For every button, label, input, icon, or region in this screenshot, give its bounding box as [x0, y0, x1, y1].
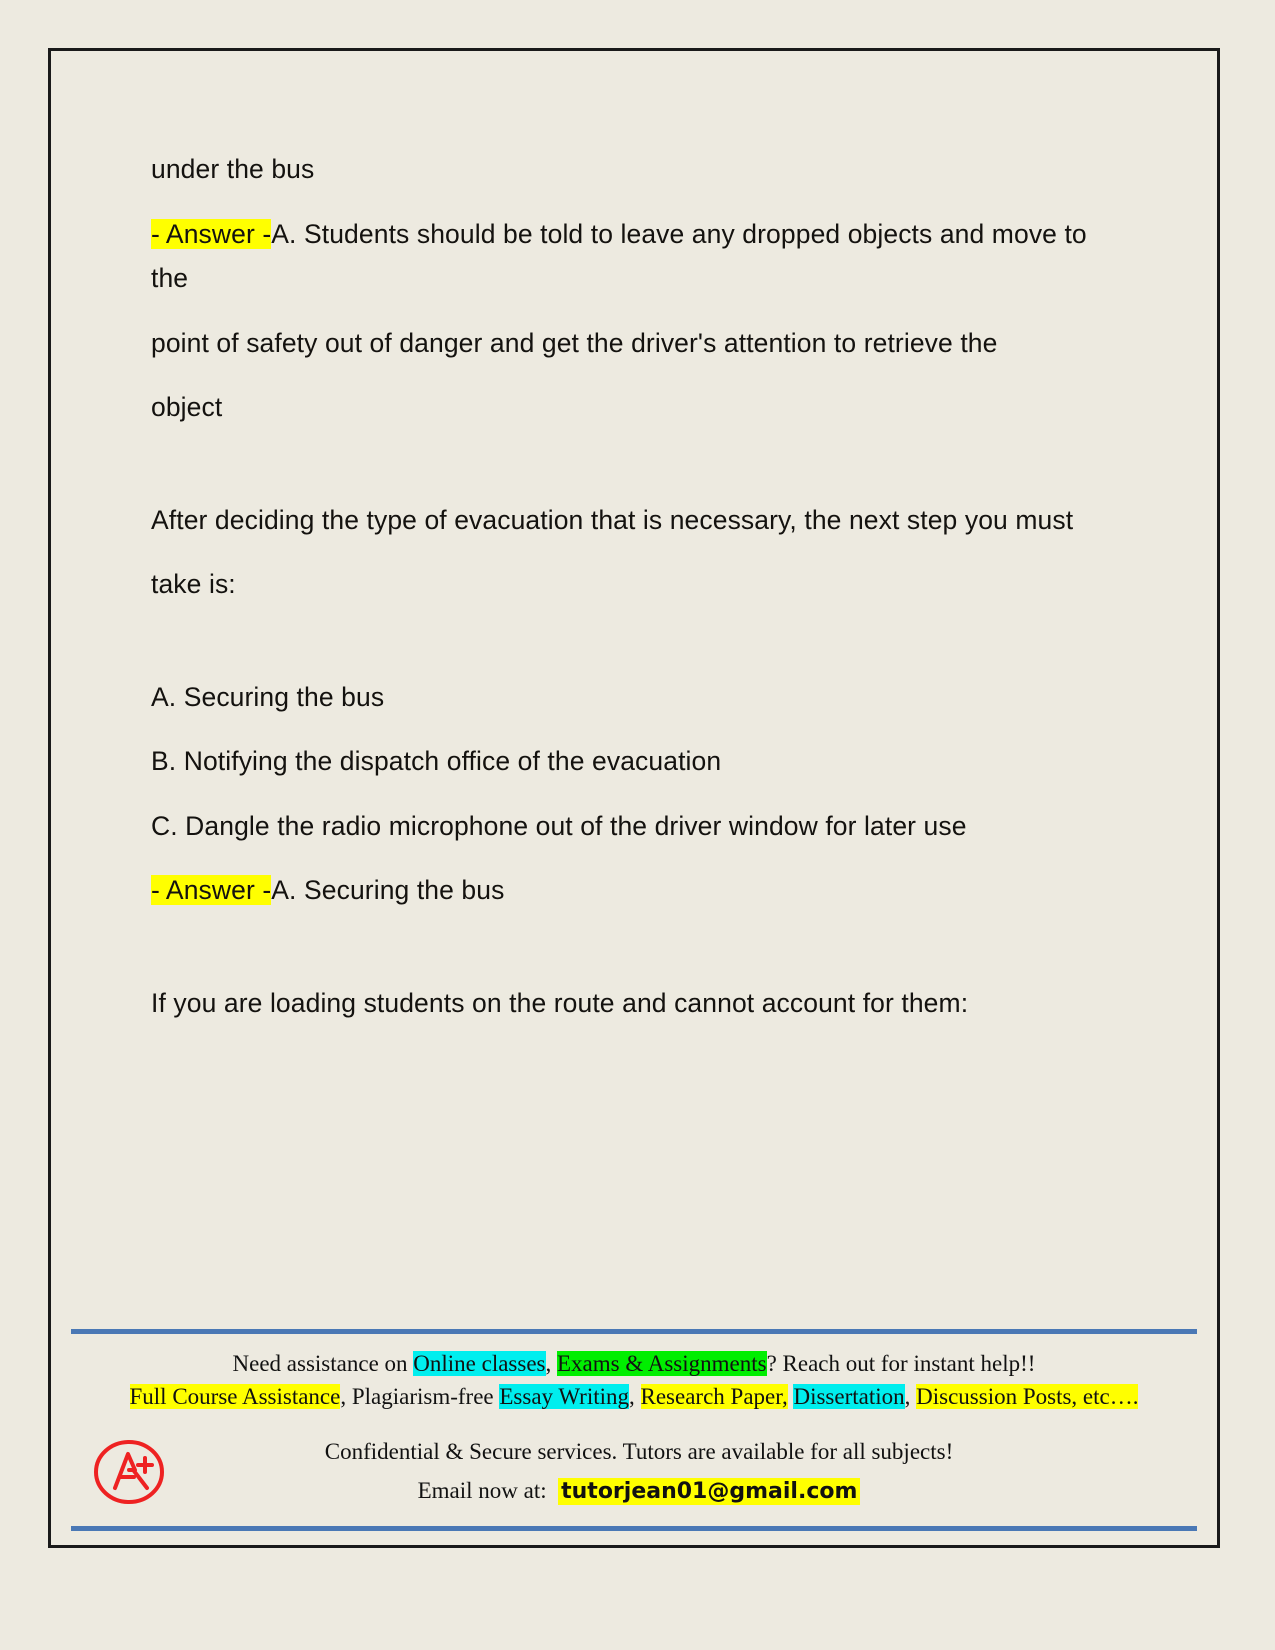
body-text: under the bus	[151, 154, 315, 184]
footer-email-address[interactable]: tutorjean01@gmail.com	[558, 1478, 860, 1505]
a-plus-grade-icon	[69, 1430, 189, 1514]
body-line	[151, 981, 1117, 1026]
footer-highlight-essay: Essay Writing	[499, 1383, 629, 1409]
body-line	[151, 321, 1117, 366]
body-text: After deciding the type of evacuation that is necessary, the next step you must	[151, 504, 1074, 535]
footer-highlight-online-classes: Online classes	[413, 1350, 546, 1376]
footer-text: ,	[904, 1383, 917, 1409]
footer-text: ,	[629, 1383, 641, 1409]
footer-text: ,	[545, 1350, 557, 1376]
footer-offerings-line	[69, 1381, 1199, 1412]
body-line	[151, 498, 1117, 543]
body-line	[151, 147, 1117, 192]
body-text: take is:	[151, 569, 236, 600]
paragraph-spacer	[151, 450, 1117, 498]
paragraph-spacer	[151, 627, 1117, 675]
body-line-answer	[151, 868, 1117, 913]
footer-divider-top	[71, 1329, 1197, 1334]
body-line-answer	[151, 212, 1117, 301]
body-text: A. Students should be told to leave any dropped objects and move to the	[151, 218, 1087, 294]
answer-tag: - Answer -	[151, 875, 272, 906]
footer-text: , Plagiarism-free	[340, 1383, 500, 1409]
footer-highlight-dissertation: Dissertation	[793, 1383, 905, 1409]
footer-text: ? Reach out for instant help!!	[766, 1350, 1036, 1376]
body-text: point of safety out of danger and get the driver's attention to retrieve the	[151, 327, 998, 358]
footer-contact-text	[189, 1435, 1199, 1508]
paragraph-spacer	[151, 933, 1117, 981]
footer-email-line	[189, 1473, 1089, 1509]
footer-confidential-note: Confidential & Secure services. Tutors are available for all subjects!	[324, 1439, 954, 1465]
footer-services-line	[69, 1348, 1199, 1379]
choice-option-a	[151, 675, 1117, 720]
choice-option-b	[151, 739, 1117, 784]
footer-text: Need assistance on	[232, 1350, 414, 1376]
page-footer	[51, 1329, 1217, 1545]
body-text: A. Securing the bus	[151, 681, 385, 712]
body-text: C. Dangle the radio microphone out of the driver window for later use	[151, 810, 967, 841]
footer-highlight-discussion: Discussion Posts, etc….	[916, 1383, 1139, 1409]
footer-divider-bottom	[71, 1526, 1197, 1531]
footer-email-label: Email now at:	[417, 1477, 547, 1503]
document-page	[48, 48, 1220, 1548]
footer-highlight-exams: Exams & Assignments	[557, 1350, 767, 1376]
footer-highlight-full-course: Full Course Assistance	[129, 1383, 341, 1409]
footer-contact-row	[69, 1430, 1199, 1514]
body-text: object	[151, 392, 223, 423]
document-body	[51, 51, 1217, 1025]
body-text: A. Securing the bus	[271, 875, 505, 906]
footer-content	[69, 1348, 1199, 1514]
answer-tag: - Answer -	[151, 218, 272, 249]
body-line	[151, 385, 1117, 430]
choice-option-c	[151, 804, 1117, 849]
body-text: If you are loading students on the route and cannot account for them:	[151, 987, 969, 1018]
body-line	[151, 562, 1117, 607]
footer-highlight-research: Research Paper,	[640, 1383, 788, 1409]
body-text: B. Notifying the dispatch office of the evacuation	[151, 746, 722, 777]
